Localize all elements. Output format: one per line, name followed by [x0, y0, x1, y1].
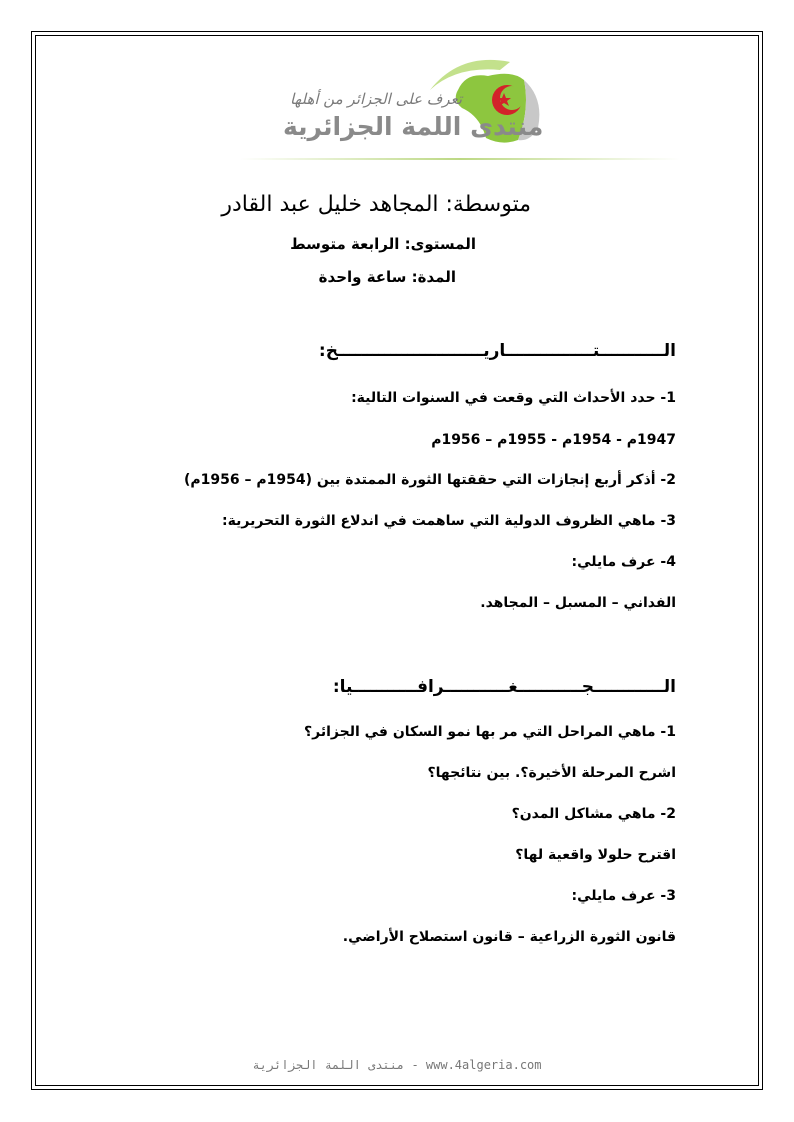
school-name: متوسطة: المجاهد خليل عبد القادر: [221, 192, 531, 217]
history-question: 1947م - 1954م - 1955م – 1956م: [431, 432, 676, 448]
logo-name: منتدى اللمة الجزائرية: [283, 112, 544, 141]
history-question: 3- ماهي الظروف الدولية التي ساهمت في اندلاع الثورة التحريرية:: [222, 513, 676, 529]
history-question: الفداني – المسبل – المجاهد.: [480, 595, 676, 611]
footer-watermark: منتدى اللمة الجزائرية - www.4algeria.com: [252, 1058, 542, 1072]
geography-question: اقترح حلولا واقعية لها؟: [515, 847, 676, 863]
exam-level: المستوى: الرابعة متوسط: [290, 235, 476, 253]
history-question: 4- عرف مايلي:: [571, 554, 676, 570]
history-question: 1- حدد الأحداث التي وقعت في السنوات التالية:: [351, 390, 676, 406]
logo-divider: [240, 158, 680, 160]
geography-question: اشرح المرحلة الأخيرة؟. بين نتائجها؟: [427, 765, 676, 781]
geography-question: 2- ماهي مشاكل المدن؟: [511, 806, 676, 822]
logo-tagline: تعرف على الجزائر من أهلها: [290, 90, 463, 108]
history-question: 2- أذكر أربع إنجازات التي حققتها الثورة الممتدة بين (1954م – 1956م): [183, 472, 676, 488]
geography-section-title: الــــــــــــجـــــــــــغـــــــــــرافـــــــــــيا:: [332, 677, 676, 697]
geography-question: 1- ماهي المراحل التي مر بها نمو السكان في الجزائر؟: [304, 724, 676, 740]
history-section-title: الـــــــــــتـــــــــــــــاريـــــــــــــــــــــــــخ:: [318, 341, 676, 361]
exam-duration: المدة: ساعة واحدة: [318, 268, 456, 286]
geography-question: 3- عرف مايلي:: [571, 888, 676, 904]
geography-question: قانون الثورة الزراعية – قانون استصلاح الأراضي.: [342, 929, 676, 945]
